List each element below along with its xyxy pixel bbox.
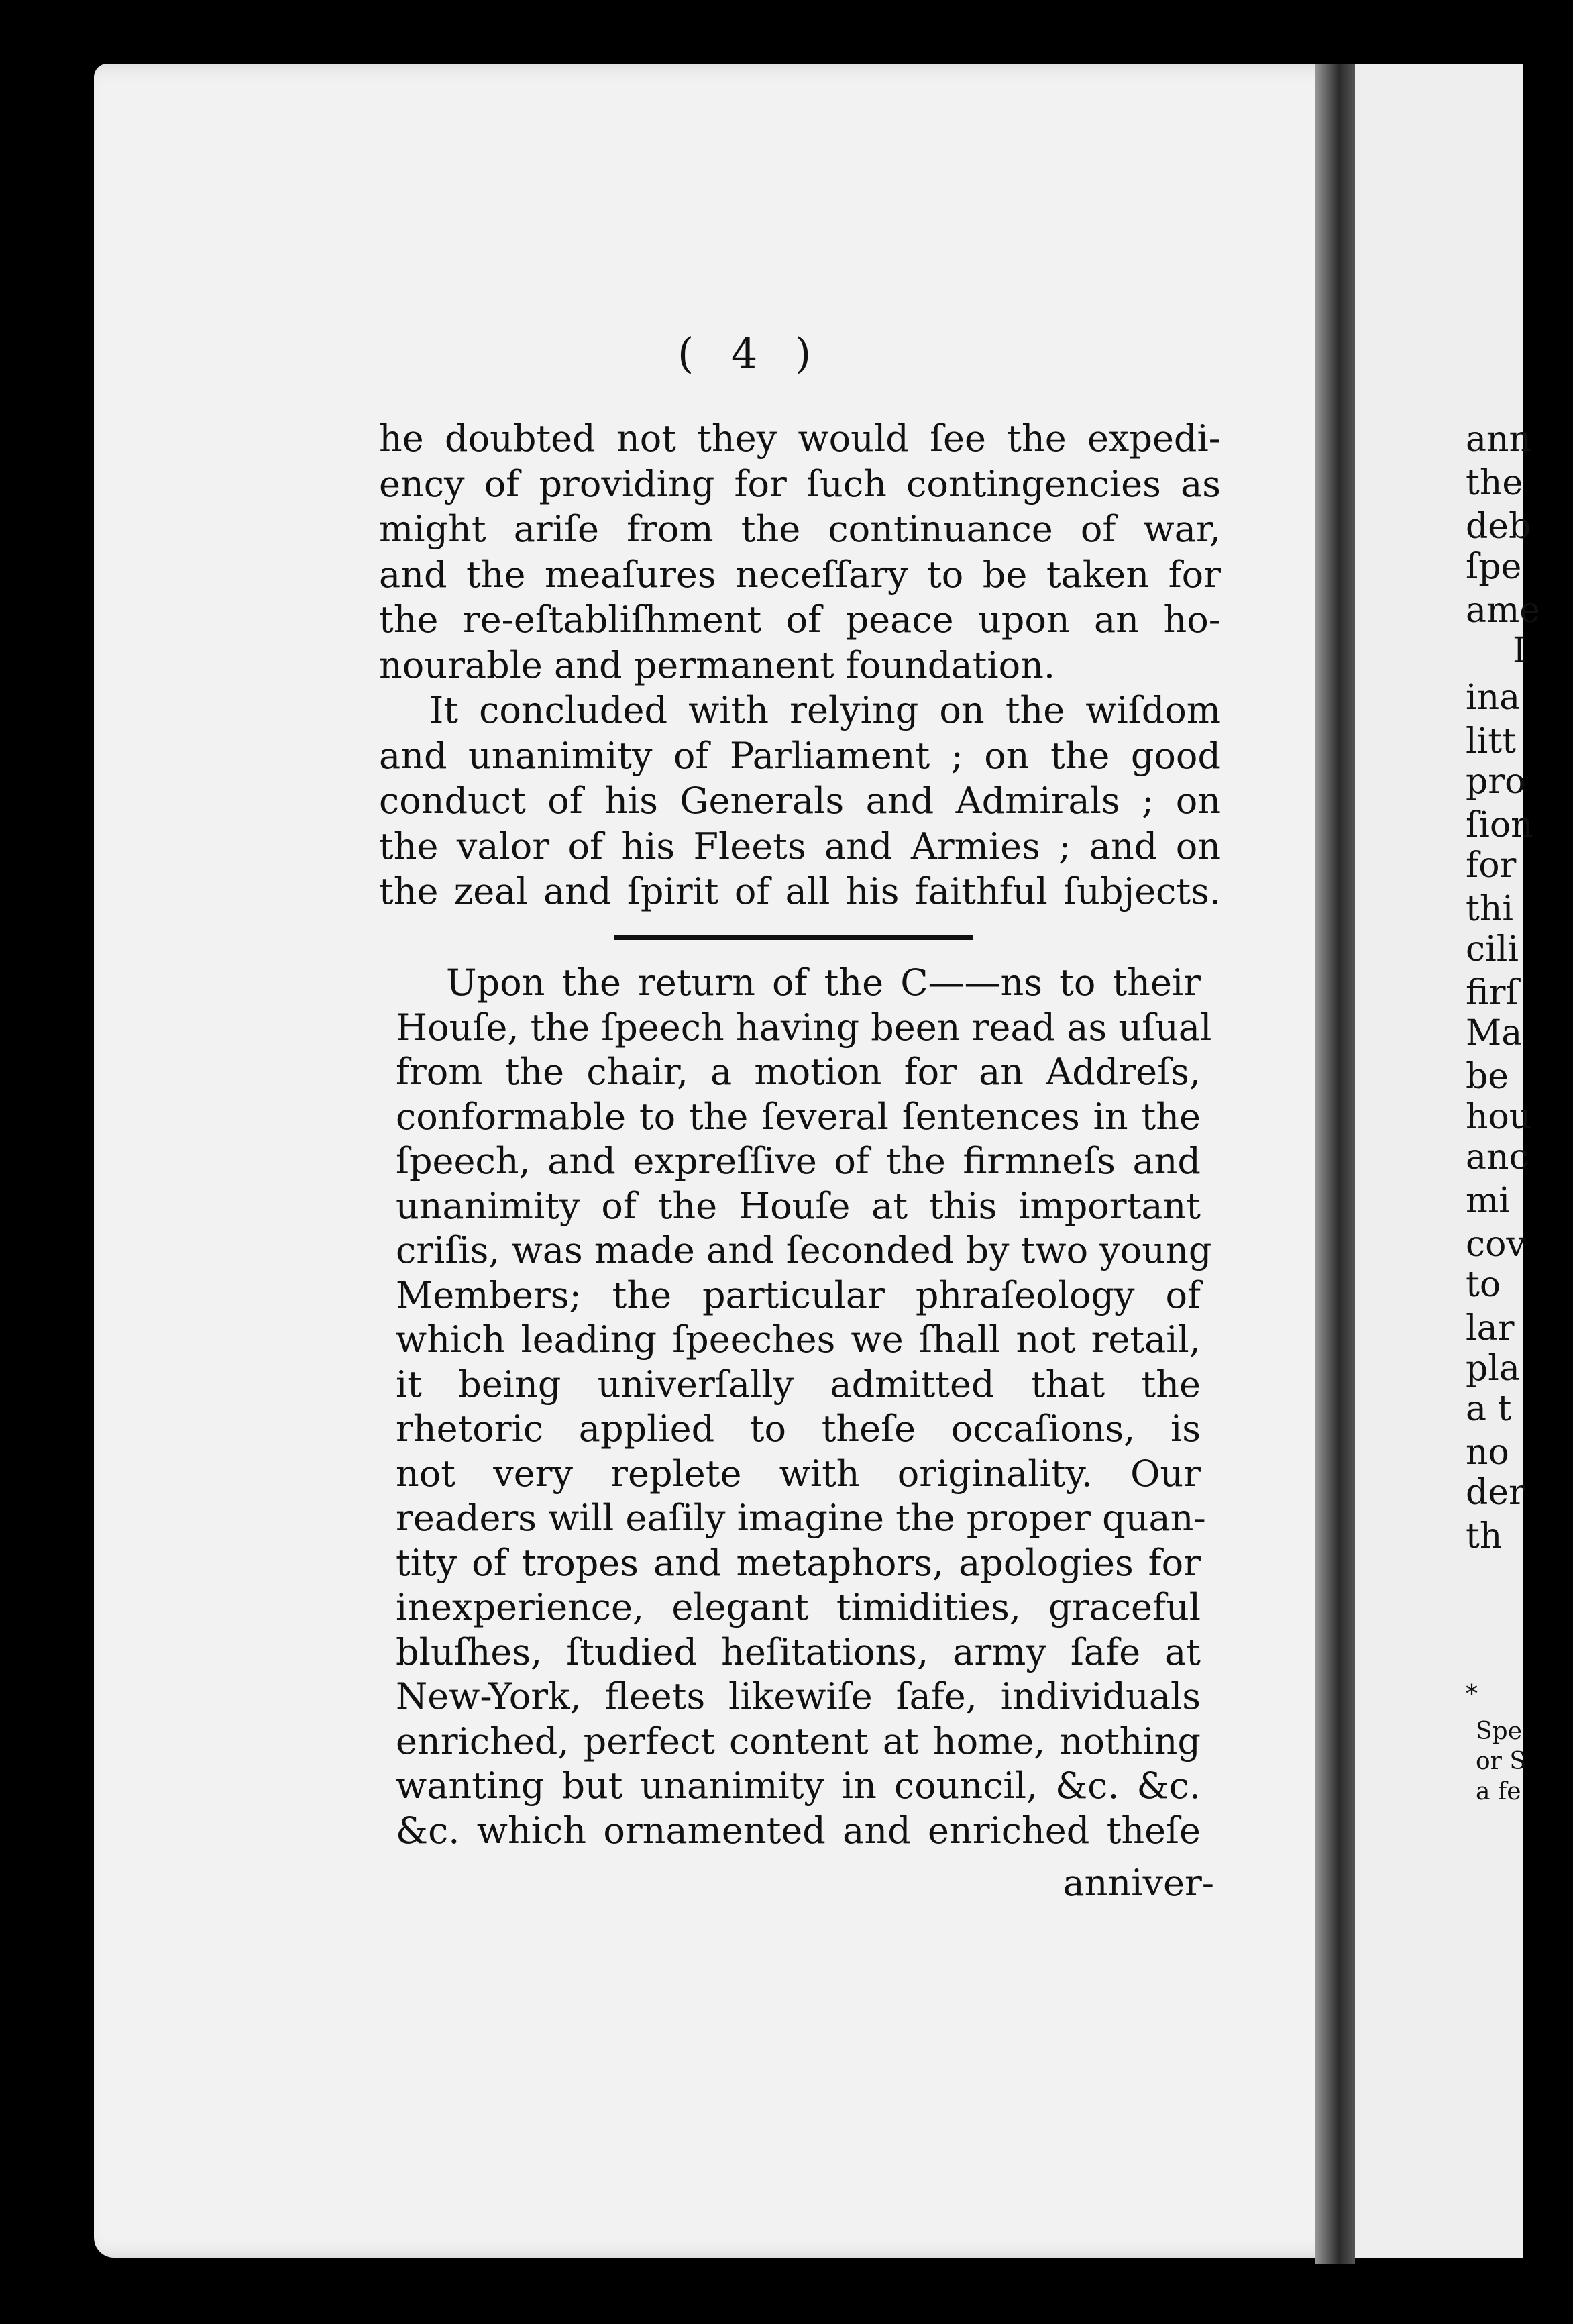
text-line: and unanimity of Parliament ; on the good [379, 734, 1221, 777]
facing-page-fragment: deb [1466, 507, 1531, 547]
facing-page-fragment: for [1466, 845, 1517, 886]
facing-page-fragment: Ma [1466, 1013, 1523, 1053]
text-line: the re-eſtabliſhment of peace upon an ho- [379, 598, 1221, 641]
facing-page-fragment: ſion [1466, 805, 1533, 845]
text-line: unanimity of the Houſe at this important [396, 1184, 1201, 1227]
facing-page-fragment: anc [1466, 1137, 1529, 1177]
text-line: the valor of his Fleets and Armies ; and on [379, 825, 1221, 867]
facing-page-fragment: be [1466, 1057, 1509, 1097]
text-line: it being univerſally admitted that the [396, 1363, 1201, 1406]
text-line: conformable to the ſeveral ſentences in the [396, 1095, 1201, 1138]
facing-page-fragment: cili [1466, 929, 1519, 969]
facing-page-fragment: no [1466, 1432, 1509, 1473]
facing-page-fragment: the [1466, 463, 1523, 503]
text-line: enriched, perfect content at home, nothing [396, 1720, 1201, 1762]
facing-page-fragment: * [1466, 1681, 1478, 1708]
paragraph-address [396, 961, 1212, 1853]
page-number-header: ( 4 ) [677, 329, 824, 378]
text-line: not very replete with originality. Our [396, 1452, 1201, 1495]
text-line: the zeal and ſpirit of all his faithful ſubjects. [379, 870, 1221, 912]
facing-page-fragment: ann [1466, 419, 1531, 460]
text-line: Upon the return of the C——ns to their [446, 961, 1201, 1004]
text-line: readers will eaſily imagine the proper quan- [396, 1497, 1206, 1539]
text-line: wanting but unanimity in council, &c. &c. [396, 1764, 1201, 1807]
facing-page-fragment: litt [1466, 721, 1517, 761]
text-line: Members; the particular phraſeology of [396, 1273, 1201, 1316]
text-line: rhetoric applied to theſe occaſions, is [396, 1408, 1201, 1450]
facing-page-fragment: pla [1466, 1349, 1520, 1389]
section-divider [614, 935, 973, 940]
text-line: ſpeech, and expreſſive of the firmneſs and [396, 1140, 1201, 1182]
facing-page-fragment: ame [1466, 590, 1541, 631]
text-line: from the chair, a motion for an Addreſs, [396, 1051, 1201, 1093]
facing-page-fragment: hou [1466, 1097, 1532, 1137]
text-line: New-York, fleets likewiſe ſafe, individuals [396, 1675, 1201, 1718]
text-line: &c. which ornamented and enriched theſe [396, 1809, 1201, 1852]
text-line: bluſhes, ſtudied heſitations, army ſafe at [396, 1630, 1201, 1673]
facing-page-fragment: Spe [1476, 1718, 1523, 1745]
facing-page-fragment: cov [1466, 1224, 1526, 1265]
facing-page-fragment: der [1466, 1473, 1525, 1513]
text-line: he doubted not they would ſee the expedi- [379, 417, 1221, 460]
facing-page-fragment: th [1466, 1516, 1503, 1556]
text-line: might ariſe from the continuance of war, [379, 508, 1221, 550]
text-line: inexperience, elegant timidities, graceful [396, 1586, 1201, 1628]
paragraph-continuation [379, 416, 1221, 914]
facing-page-fragment: to [1466, 1265, 1501, 1305]
facing-page-fragment: lar [1466, 1308, 1515, 1349]
facing-page-fragment: pro [1466, 761, 1526, 802]
facing-page-fragment: a fe [1476, 1778, 1521, 1805]
text-line: Houſe, the ſpeech having been read as uſual [396, 1006, 1212, 1049]
text-line: tity of tropes and metaphors, apologies for [396, 1541, 1201, 1584]
text-line: It concluded with relying on the wiſdom [429, 689, 1221, 731]
text-line: nourable and permanent foundation. [379, 643, 1056, 686]
text-line: criſis, was made and ſeconded by two young [396, 1229, 1212, 1271]
facing-page-fragment: a t [1466, 1389, 1512, 1429]
facing-page-fragment: ſpe [1466, 547, 1522, 587]
text-line: conduct of his Generals and Admirals ; on [379, 780, 1221, 822]
facing-page-fragment: ina [1466, 678, 1521, 718]
text-line: which leading ſpeeches we ſhall not retail, [396, 1318, 1201, 1361]
text-line: ency of providing for ſuch contingencies as [379, 462, 1221, 505]
facing-page-fragment: mi [1466, 1181, 1510, 1221]
book-gutter [1315, 64, 1355, 2264]
facing-page-fragment: thi [1466, 889, 1514, 929]
catchword: anniver- [1063, 1862, 1214, 1904]
facing-page-fragment: I [1513, 631, 1527, 671]
facing-page-fragment: or S [1476, 1748, 1526, 1775]
text-line: and the meaſures neceſſary to be taken for [379, 553, 1221, 596]
facing-page-fragment: firſ [1466, 973, 1519, 1013]
